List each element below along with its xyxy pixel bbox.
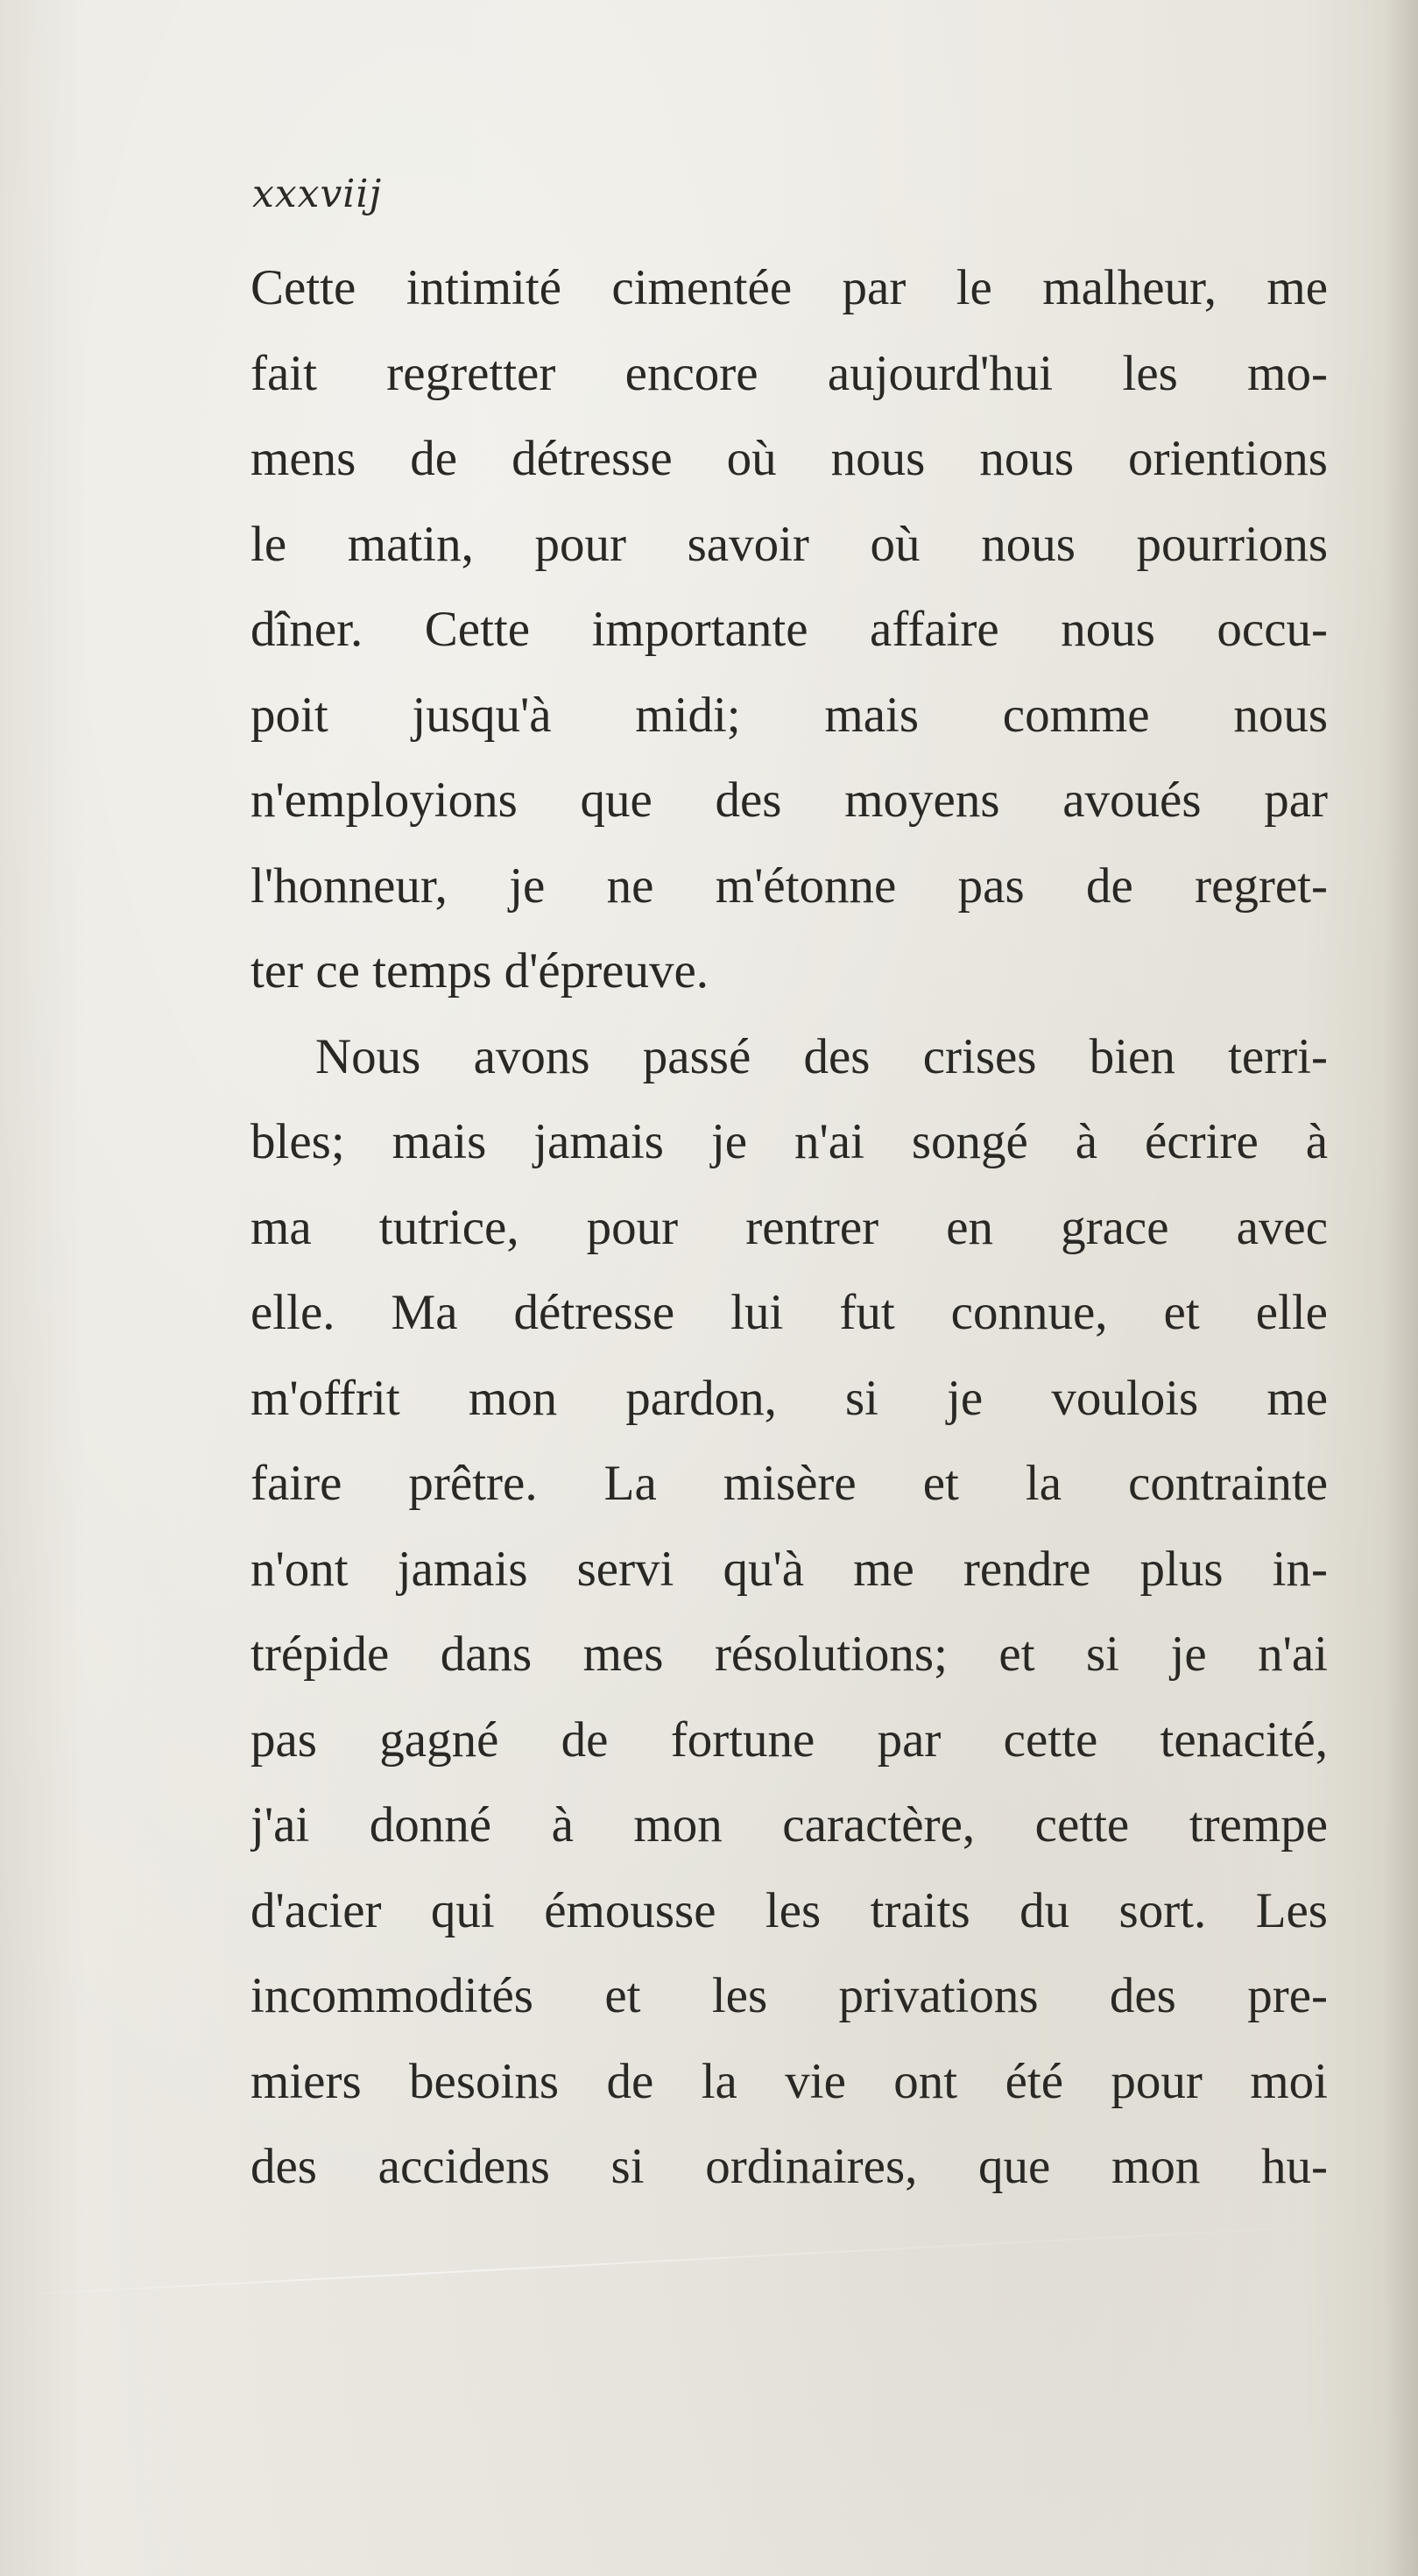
text-line: n'ont jamais servi qu'à me rendre plus in- <box>250 1541 1328 1597</box>
text-line: Cette intimité cimentée par le malheur, me <box>250 260 1328 315</box>
text-line: trépide dans mes résolutions; et si je n'ai <box>250 1627 1328 1682</box>
page-edge-shadow <box>1383 0 1418 2576</box>
text-line: pas gagné de fortune par cette tenacité, <box>250 1711 1328 1768</box>
text-line: fait regretter encore aujourd'hui les mo- <box>250 345 1328 401</box>
text-line: miers besoins de la vie ont été pour moi <box>250 2053 1328 2109</box>
text-line: des accidens si ordinaires, que mon hu- <box>250 2139 1328 2194</box>
text-line: mens de détresse où nous nous orientions <box>250 431 1328 486</box>
text-line: m'offrit mon pardon, si je voulois me <box>250 1370 1328 1426</box>
page-number: xxxviij <box>252 172 383 216</box>
paper-crease <box>0 2220 1416 2297</box>
paragraph-start-line: Nous avons passé des crises bien terri- <box>315 1028 1328 1084</box>
text-line: j'ai donné à mon caractère, cette trempe <box>250 1797 1328 1853</box>
text-line: d'acier qui émousse les traits du sort. Les <box>250 1882 1328 1938</box>
text-line: n'employions que des moyens avoués par <box>250 773 1328 828</box>
text-line: le matin, pour savoir où nous pourrions <box>250 516 1328 572</box>
text-line: dîner. Cette importante affaire nous occu- <box>250 602 1328 657</box>
text-line: bles; mais jamais je n'ai songé à écrire à <box>250 1114 1328 1169</box>
text-line: ter ce temps d'épreuve. <box>250 943 709 999</box>
body-text <box>250 245 1328 2210</box>
text-line: poit jusqu'à midi; mais comme nous <box>250 687 1328 743</box>
text-line: l'honneur, je ne m'étonne pas de regret- <box>250 857 1328 914</box>
text-line: incommodités et les privations des pre- <box>250 1968 1328 2023</box>
text-line: faire prêtre. La misère et la contrainte <box>250 1456 1328 1511</box>
text-line: ma tutrice, pour rentrer en grace avec <box>250 1199 1328 1255</box>
text-line: elle. Ma détresse lui fut connue, et elle <box>250 1285 1328 1340</box>
